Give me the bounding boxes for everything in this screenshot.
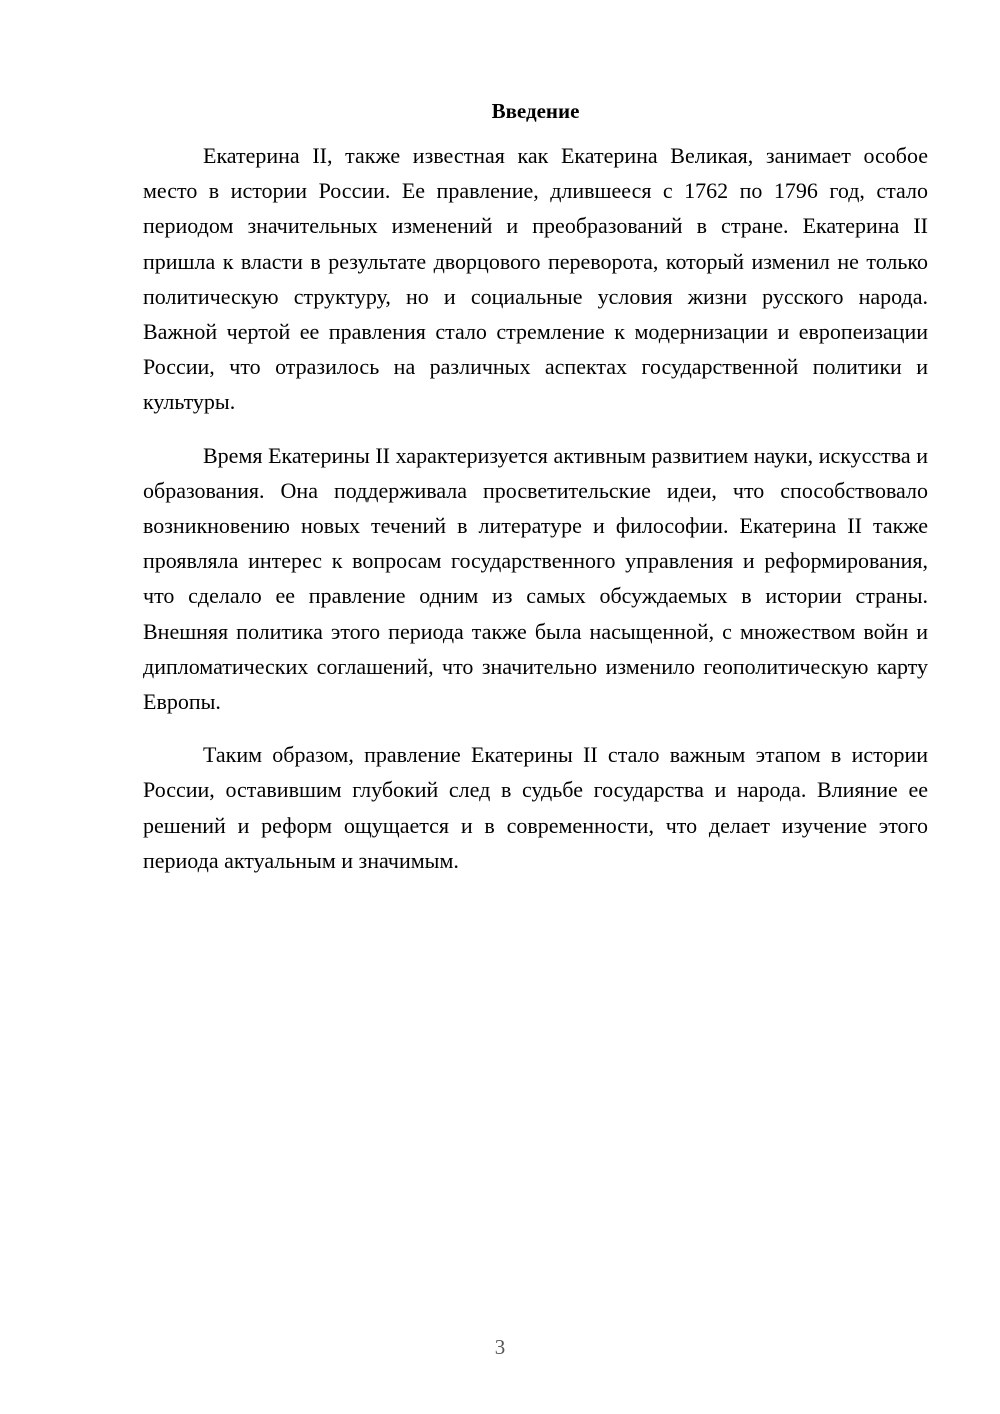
- page-content: [143, 96, 928, 896]
- paragraph-1: Екатерина II, также известная как Екатерина Великая, занимает особое место в истории России. Ее правление, длившееся с 1762 по 1796 год, стало периодом значительных изменений и преобразований в стране. Екатерина II пришла к власти в результате дворцового переворота, который изменил не только политическую структуру, но и социальные условия жизни русского народа. Важной чертой ее правления стало стремление к модернизации и европеизации России, что отразилось на различных аспектах государственной политики и культуры.: [143, 143, 928, 415]
- section-heading: Введение: [491, 99, 580, 123]
- page-number: 3: [494, 1335, 506, 1359]
- paragraph-2: Время Екатерины II характеризуется активным развитием науки, искусства и образования. Она поддерживала просветительские идеи, что способствовало возникновению новых течений в литературе и философии. Екатерина II также проявляла интерес к вопросам государственного управления и реформирования, что сделало ее правление одним из самых обсуждаемых в истории страны. Внешняя политика этого периода также была насыщенной, с множеством войн и дипломатических соглашений, что значительно изменило геополитическую карту Европы.: [143, 442, 928, 715]
- paragraph-3: Таким образом, правление Екатерины II стало важным этапом в истории России, оставившим глубокий след в судьбе государства и народа. Влияние ее решений и реформ ощущается и в современности, что делает изучение этого периода актуальным и значимым.: [143, 742, 928, 873]
